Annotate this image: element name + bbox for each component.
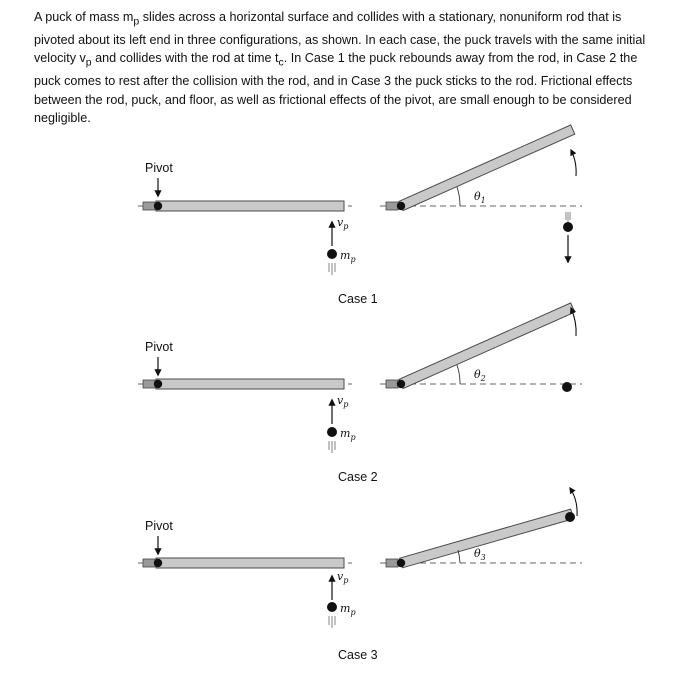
case-1-label: Case 1 [338,292,378,306]
rod-initial-case-3 [156,558,344,568]
rod-rotated-case-3 [400,509,574,568]
mass-label-case-2: $m_p$ [340,427,356,442]
mass-label-case-1: $m_p$ [340,249,356,264]
case-3-diagram [138,488,582,662]
problem-line-5: between the rod, puck, and floor, as well as frictional effects of the pivot, are small enough to be considered [34,92,632,107]
rebound-motion-lines-case-1 [566,212,570,222]
velocity-label-case-1: $v_p$ [337,216,349,231]
motion-lines-case-3 [329,616,335,628]
problem-line-3: velocity $v_p$ and collides with the rod at time $t_c$. In Case 1 the puck rebounds away from the rod, in Case 2 the [34,51,638,69]
puck-rebound-case-1 [563,222,573,232]
problem-line-1: A puck of mass $m_p$ slides across a horizontal surface and collides with a stationary, nonuniform rod that is [34,10,622,28]
puck-stuck-to-rod-case-3 [565,512,575,522]
pivot-bracket-case-1 [143,202,155,210]
motion-lines-case-1 [329,263,335,275]
puck-at-rest-case-2 [562,382,572,392]
case-1-diagram [138,125,582,306]
pivot-label-case-3: Pivot [145,519,173,533]
velocity-label-case-2: $v_p$ [337,394,349,409]
puck-case-2 [327,427,337,437]
pivot-bracket-rotated-case-1 [386,202,398,210]
pivot-bracket-rotated-case-2 [386,380,398,388]
rotation-arrow-case-1 [571,150,576,176]
angle-label-case-3: $\theta_3$ [474,547,486,562]
angle-arc-case-1 [457,187,460,206]
motion-lines-case-2 [329,441,335,453]
angle-label-case-2: $\theta_2$ [474,368,486,383]
pivot-point-case-3 [154,559,162,567]
case-2-diagram [138,303,582,484]
case-3-label: Case 3 [338,648,378,662]
rod-initial-case-2 [156,379,344,389]
pivot-point-rotated-case-3 [397,559,405,567]
problem-line-6: negligible. [34,111,91,126]
mass-label-case-3: $m_p$ [340,602,356,617]
velocity-label-case-3: $v_p$ [337,570,349,585]
rod-rotated-case-2 [399,303,575,389]
pivot-point-rotated-case-1 [397,202,405,210]
pivot-bracket-case-3 [143,559,155,567]
problem-line-2: pivoted about its left end in three configurations, as shown. In each case, the puck travels with the same initial [34,32,646,47]
pivot-bracket-case-2 [143,380,155,388]
problem-line-4: puck comes to rest after the collision with the rod, and in Case 3 the puck sticks to the rod. Frictional effects [34,74,633,89]
rod-initial-case-1 [156,201,344,211]
rod-rotated-case-1 [399,125,575,211]
pivot-bracket-rotated-case-3 [386,559,398,567]
pivot-label-case-2: Pivot [145,340,173,354]
pivot-label-case-1: Pivot [145,161,173,175]
angle-arc-case-2 [457,365,460,384]
puck-case-3 [327,602,337,612]
case-2-label: Case 2 [338,470,378,484]
puck-case-1 [327,249,337,259]
pivot-point-case-2 [154,380,162,388]
pivot-point-rotated-case-2 [397,380,405,388]
angle-label-case-1: $\theta_1$ [474,190,486,205]
pivot-point-case-1 [154,202,162,210]
